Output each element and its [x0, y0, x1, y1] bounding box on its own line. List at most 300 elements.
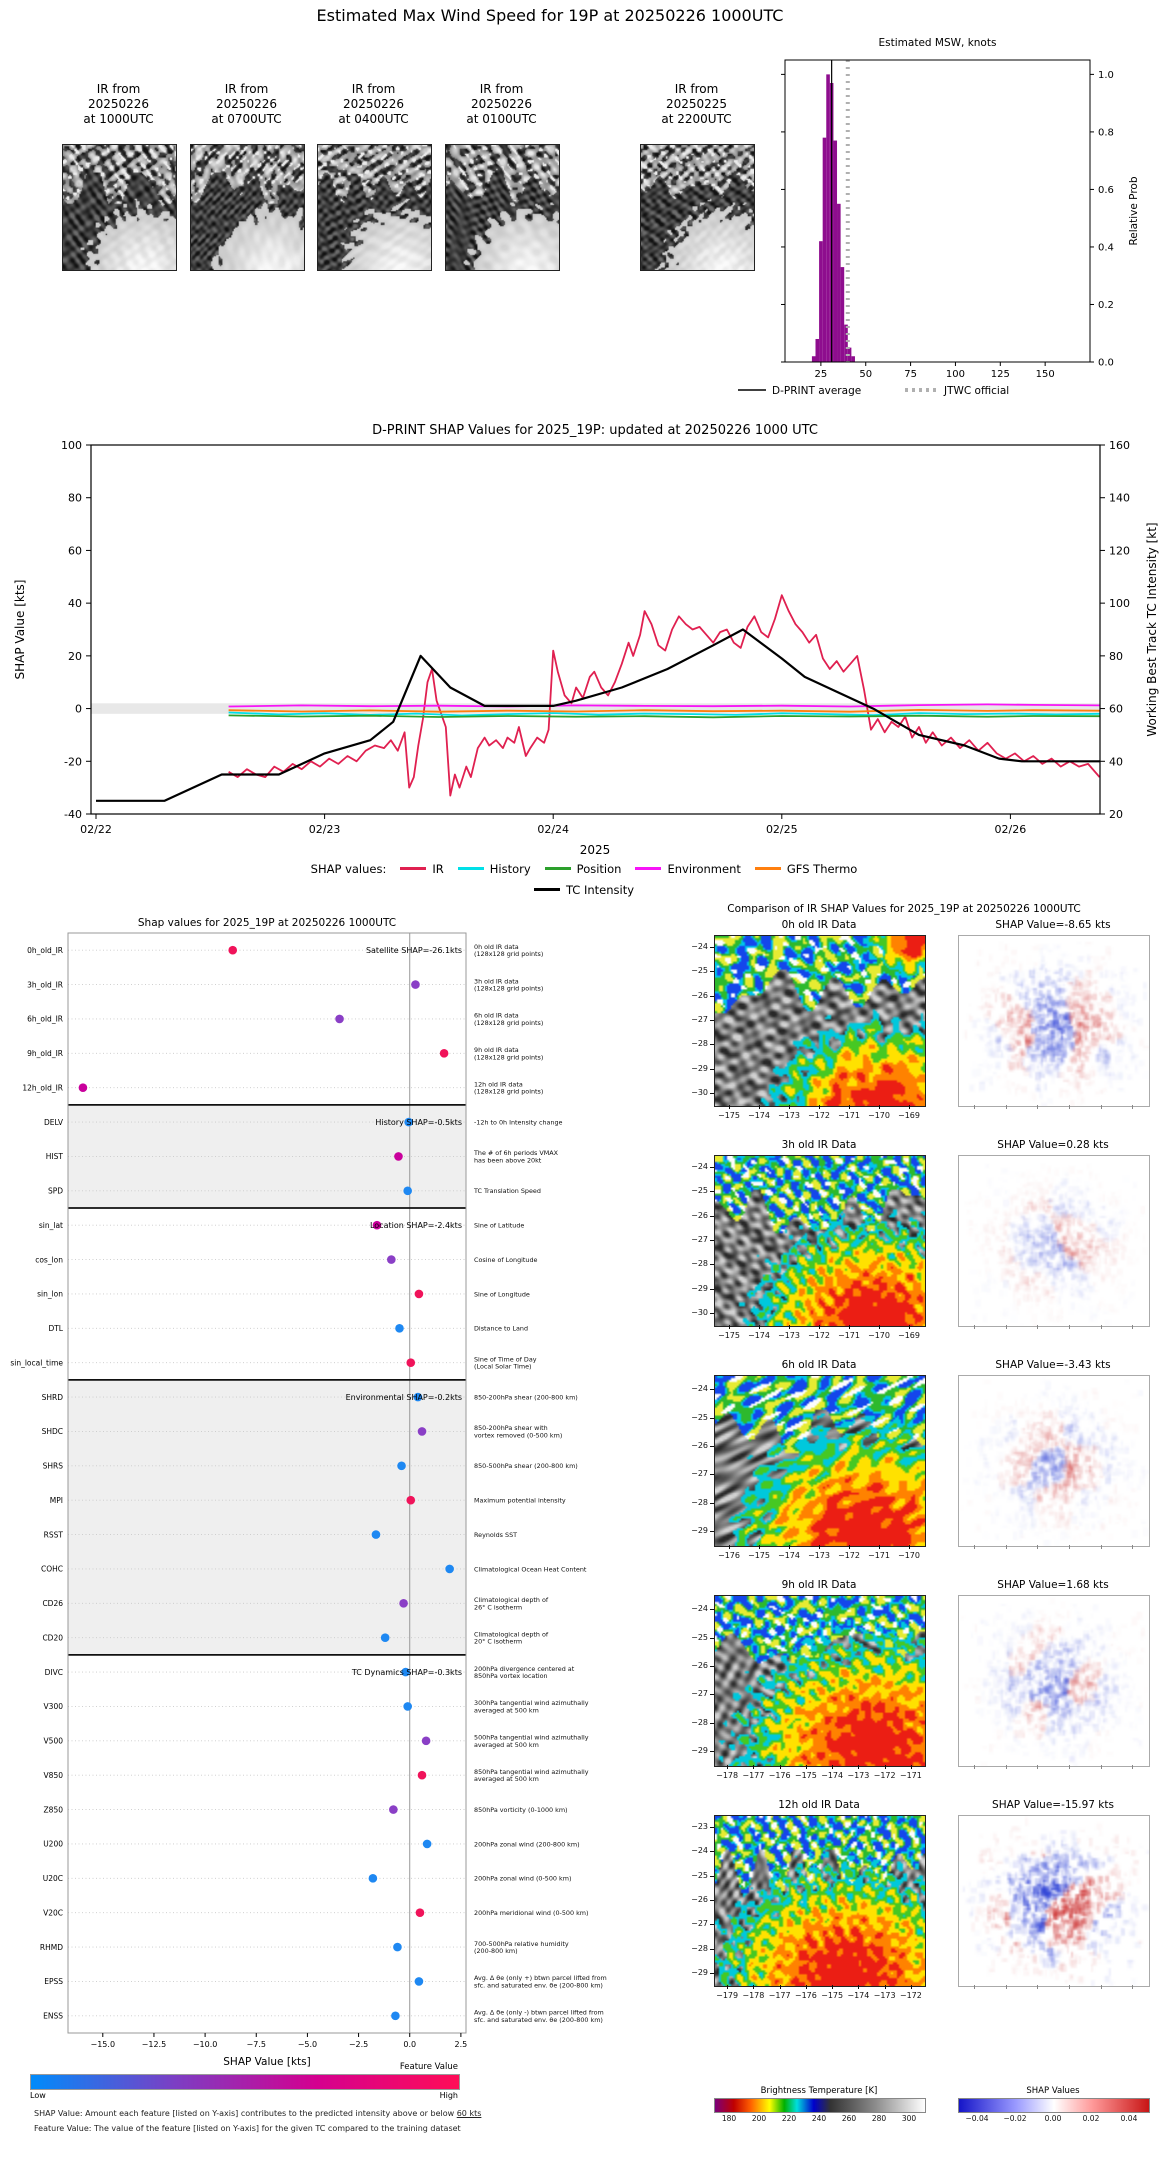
left-tick-label: 100: [61, 439, 82, 452]
legend-label-average: D-PRINT average: [772, 385, 862, 397]
map-x-tick: [909, 1105, 910, 1109]
ir-map: [714, 1595, 926, 1767]
map-x-tick: [909, 1545, 910, 1549]
left-tick-label: 80: [68, 491, 82, 505]
map-x-tick: [832, 1985, 833, 1989]
y-tick-label: 0.2: [1098, 299, 1114, 311]
feature-label: V300: [43, 1702, 63, 1712]
description-line: has been above 20kt: [474, 1156, 542, 1165]
map-x-tick: [858, 1765, 859, 1769]
x-tick-label: 25: [814, 369, 828, 380]
ir-map-title: 6h old IR Data: [781, 1359, 857, 1371]
description-line: averaged at 500 km: [474, 1706, 539, 1715]
map-x-tick-label: −173: [778, 1111, 800, 1120]
map-y-tick-label: −29: [691, 1063, 708, 1073]
caption-line: at 0400UTC: [338, 112, 409, 126]
feature-label: V500: [43, 1736, 63, 1746]
map-y-tick-label: −24: [691, 1162, 708, 1172]
map-x-tick: [729, 1105, 730, 1109]
map-x-tick-label: −179: [716, 1991, 739, 2000]
map-x-tick-label: −176: [768, 1771, 791, 1780]
shap-x-tick: [1132, 1765, 1133, 1769]
map-y-tick: [710, 1531, 714, 1532]
shap-x-tick: [1006, 1765, 1007, 1769]
x-tick-label: 02/24: [537, 823, 570, 836]
shap-x-tick: [1069, 1545, 1070, 1549]
map-x-tick-label: −169: [898, 1331, 920, 1340]
x-tick-label: 125: [990, 369, 1010, 380]
map-y-tick-label: −28: [691, 1259, 708, 1269]
x-tick-label: 100: [945, 369, 965, 380]
feature-label: SHDC: [41, 1427, 63, 1437]
page-title: Estimated Max Wind Speed for 19P at 20250226 1000UTC: [316, 6, 784, 25]
map-y-tick-label: −24: [691, 1604, 708, 1614]
shap-tick-label: 0.02: [1082, 2114, 1100, 2123]
map-y-tick-label: −27: [691, 1469, 708, 1479]
description-line: 850-200hPa shear with: [474, 1424, 548, 1433]
map-y-tick: [710, 971, 714, 972]
feature-label: 3h_old_IR: [27, 980, 63, 990]
caption-line: 20250226: [470, 97, 533, 111]
shap-x-tick: [1006, 1545, 1007, 1549]
map-x-tick-label: −172: [808, 1111, 830, 1120]
map-x-tick-label: −170: [868, 1331, 890, 1340]
map-y-tick: [710, 1389, 714, 1390]
map-y-tick: [710, 947, 714, 948]
description-line: (128x128 grid points): [474, 1018, 544, 1027]
caption-line: 20250225: [665, 97, 728, 111]
feature-label: SHRS: [42, 1461, 63, 1471]
map-x-tick-label: −178: [716, 1771, 739, 1780]
map-x-tick-label: −173: [778, 1331, 800, 1340]
x-tick-label: 75: [904, 369, 917, 380]
legend-prefix: SHAP values:: [310, 861, 387, 876]
map-x-tick: [819, 1325, 820, 1329]
map-y-tick: [710, 1474, 714, 1475]
map-y-tick: [710, 1093, 714, 1094]
description-line: 850-500hPa shear (200-800 km): [474, 1462, 578, 1471]
map-y-tick: [710, 1949, 714, 1950]
shap-x-tick: [1132, 1105, 1133, 1109]
right-tick-label: 140: [1109, 491, 1130, 505]
description-line: 850hPa vorticity (0-1000 km): [474, 1805, 568, 1814]
ir-map: [714, 1815, 926, 1987]
map-y-tick: [710, 1216, 714, 1217]
map-x-tick-label: −172: [873, 1771, 896, 1780]
section-annotation: History SHAP=-0.5kts: [375, 1117, 462, 1127]
feature-label: DTL: [48, 1324, 63, 1334]
map-x-tick: [849, 1325, 850, 1329]
description-line: Climatological depth of: [474, 1596, 549, 1605]
map-y-tick-label: −27: [691, 1919, 708, 1929]
feature-label: 0h_old_IR: [27, 945, 63, 955]
feature-label: COHC: [40, 1564, 63, 1574]
map-x-tick-label: −171: [838, 1331, 860, 1340]
feature-label: sin_local_time: [10, 1358, 63, 1368]
map-x-tick: [911, 1985, 912, 1989]
feature-label: 6h_old_IR: [27, 1014, 63, 1024]
map-x-tick-label: −176: [794, 1991, 817, 2000]
description-line: 12h old IR data: [474, 1080, 523, 1089]
map-y-tick: [710, 1167, 714, 1168]
feature-label: RHMD: [39, 1942, 63, 1952]
map-x-tick-label: −174: [748, 1111, 770, 1120]
x-tick-label: 02/25: [765, 823, 798, 836]
shap-x-tick: [1006, 1325, 1007, 1329]
feature-label: U20C: [42, 1874, 63, 1884]
map-y-tick-label: −30: [691, 1087, 708, 1097]
map-x-tick: [849, 1545, 850, 1549]
section-annotation: Environmental SHAP=-0.2kts: [345, 1392, 462, 1402]
caption-line: at 0700UTC: [211, 112, 282, 126]
description-line: 700-500hPa relative humidity: [474, 1939, 569, 1948]
shap-x-tick: [974, 1545, 975, 1549]
left-tick-label: -20: [64, 755, 82, 769]
map-x-tick: [753, 1765, 754, 1769]
brightness-tick-label: 220: [781, 2114, 797, 2123]
map-y-tick-label: −29: [691, 1745, 708, 1755]
map-y-tick-label: −26: [691, 1440, 708, 1450]
feature-label: CD26: [42, 1599, 63, 1609]
map-x-tick: [759, 1105, 760, 1109]
brightness-tick-label: 200: [751, 2114, 767, 2123]
shap-x-tick: [1069, 1325, 1070, 1329]
shap-x-tick: [1006, 1105, 1007, 1109]
left-tick-label: 0: [75, 702, 82, 716]
map-x-tick: [858, 1985, 859, 1989]
map-y-tick-label: −26: [691, 990, 708, 1000]
map-y-tick-label: −24: [691, 1384, 708, 1394]
description-line: 850-200hPa shear (200-800 km): [474, 1393, 578, 1402]
map-y-tick-label: −25: [691, 1186, 708, 1196]
footnote-feature-value: Feature Value: The value of the feature [listed on Y-axis] for the given TC compared to the training dataset: [34, 2124, 461, 2133]
shap-x-tick: [1037, 1765, 1038, 1769]
x-tick-label: 2.5: [454, 2040, 468, 2049]
map-x-tick: [759, 1545, 760, 1549]
map-y-tick-label: −30: [691, 1307, 708, 1317]
section-annotation: TC Dynamics SHAP=-0.3kts: [351, 1667, 462, 1677]
ir-map-title: 0h old IR Data: [781, 919, 857, 931]
map-x-tick: [727, 1765, 728, 1769]
caption-line: IR from: [96, 82, 141, 96]
map-y-tick-label: −28: [691, 1717, 708, 1727]
description-line: 850hPa vortex location: [474, 1672, 548, 1681]
map-x-tick-label: −171: [838, 1111, 860, 1120]
feature-label: ENSS: [43, 2011, 63, 2021]
feature-value-colorbar-title: Feature Value: [399, 2062, 458, 2072]
feature-label: CD20: [42, 1633, 63, 1643]
map-y-tick-label: −28: [691, 1039, 708, 1049]
map-y-tick: [710, 1900, 714, 1901]
description-line: sfc. and saturated env. θe (200-800 km): [474, 2015, 603, 2024]
map-y-tick-label: −27: [691, 1015, 708, 1024]
map-x-tick-label: −174: [821, 1771, 844, 1780]
caption-line: 20250226: [342, 97, 405, 111]
map-x-tick: [753, 1985, 754, 1989]
caption-line: IR from: [479, 82, 524, 96]
description-line: Climatological depth of: [474, 1630, 549, 1639]
shap-x-tick: [1101, 1545, 1102, 1549]
description-line: 200hPa zonal wind (200-800 km): [474, 1840, 580, 1849]
histogram-ylabel: Relative Prob: [1128, 176, 1140, 246]
legend-label: IR: [432, 861, 444, 876]
map-y-tick: [710, 1609, 714, 1610]
shap-x-tick: [1037, 1325, 1038, 1329]
map-x-tick: [729, 1545, 730, 1549]
map-x-tick-label: −176: [718, 1551, 740, 1560]
ir-map-title: 12h old IR Data: [778, 1799, 860, 1811]
feature-label: sin_lat: [38, 1220, 63, 1230]
description-line: (200-800 km): [474, 1947, 518, 1956]
shap-map-title: SHAP Value=-3.43 kts: [995, 1359, 1111, 1371]
feature-value-high-label: High: [439, 2091, 458, 2100]
description-line: (Local Solar Time): [474, 1362, 532, 1371]
shap-x-tick: [974, 1765, 975, 1769]
description-line: (128x128 grid points): [474, 950, 544, 959]
x-tick-label: −12.5: [141, 2040, 167, 2049]
shap-tick-label: 0.04: [1120, 2114, 1138, 2123]
y-tick-label: 0.4: [1098, 242, 1114, 254]
ir-map: [714, 1155, 926, 1327]
description-line: (128x128 grid points): [474, 1087, 544, 1096]
feature-label: 12h_old_IR: [22, 1083, 63, 1093]
feature-label: sin_lon: [37, 1289, 63, 1299]
caption-line: IR from: [351, 82, 396, 96]
description-line: Maximum potential intensity: [474, 1496, 566, 1505]
map-x-tick: [819, 1105, 820, 1109]
map-x-tick: [909, 1325, 910, 1329]
comparison-title: Comparison of IR SHAP Values for 2025_19P at 20250226 1000UTC: [727, 903, 1081, 915]
map-y-tick: [710, 1638, 714, 1639]
feature-label: Z850: [43, 1805, 63, 1815]
feature-label: V20C: [43, 1908, 63, 1918]
map-y-tick: [710, 1851, 714, 1852]
map-y-tick: [710, 1827, 714, 1828]
map-x-tick-label: −174: [847, 1991, 870, 2000]
map-y-tick-label: −27: [691, 1689, 708, 1699]
description-line: Reynolds SST: [474, 1530, 518, 1539]
map-x-tick: [879, 1545, 880, 1549]
caption-line: IR from: [674, 82, 719, 96]
right-tick-label: 60: [1109, 702, 1123, 716]
y-tick-label: 0.6: [1098, 184, 1114, 196]
shap-colorbar: [958, 2098, 1150, 2113]
feature-label: RSST: [43, 1530, 63, 1540]
dotplot-xlabel: SHAP Value [kts]: [223, 2056, 311, 2068]
shap-tick-label: 0.00: [1044, 2114, 1062, 2123]
x-tick-label: 02/26: [994, 823, 1027, 836]
section-annotation: Location SHAP=-2.4kts: [369, 1220, 462, 1230]
map-y-tick-label: −28: [691, 1943, 708, 1953]
shap-map: [958, 1815, 1150, 1987]
right-tick-label: 120: [1109, 544, 1130, 558]
description-line: Distance to Land: [474, 1324, 529, 1333]
map-y-tick: [710, 1723, 714, 1724]
shap-x-tick: [1006, 1985, 1007, 1989]
map-y-tick: [710, 1289, 714, 1290]
feature-label: DELV: [44, 1117, 63, 1127]
map-x-tick-label: −172: [808, 1331, 830, 1340]
map-x-tick-label: −171: [899, 1771, 922, 1780]
shap-colorbar-title: SHAP Values: [1026, 2086, 1080, 2096]
map-y-tick: [710, 1044, 714, 1045]
map-y-tick-label: −25: [691, 966, 708, 976]
y-tick-label: 1.0: [1098, 69, 1114, 81]
description-line: Sine of Longitude: [474, 1290, 530, 1299]
map-x-tick: [729, 1325, 730, 1329]
map-y-tick-label: −24: [691, 1846, 708, 1856]
timeseries-ylabel-right: Working Best Track TC Intensity [kt]: [1145, 522, 1159, 737]
map-y-tick: [710, 1313, 714, 1314]
histogram-title: Estimated MSW, knots: [878, 37, 997, 49]
timeseries-xlabel: 2025: [579, 843, 611, 857]
right-tick-label: 80: [1109, 649, 1123, 663]
description-line: 300hPa tangential wind azimuthally: [474, 1699, 589, 1708]
legend-label: GFS Thermo: [786, 861, 858, 876]
description-line: Sine of Time of Day: [474, 1355, 537, 1364]
map-y-tick-label: −29: [691, 1525, 708, 1535]
section-annotation: Satellite SHAP=-26.1kts: [365, 945, 462, 955]
map-y-tick: [710, 1751, 714, 1752]
feature-label: MPI: [49, 1495, 63, 1505]
right-tick-label: 20: [1109, 808, 1123, 821]
map-y-tick: [710, 996, 714, 997]
shap-map: [958, 1155, 1150, 1327]
description-line: vortex removed (0-500 km): [474, 1431, 563, 1440]
description-line: TC Translation Speed: [474, 1187, 541, 1196]
description-line: 26° C isotherm: [474, 1603, 523, 1612]
x-tick-label: −2.5: [348, 2040, 369, 2049]
feature-label: EPSS: [44, 1977, 63, 1987]
x-tick-label: 02/23: [308, 823, 341, 836]
map-x-tick: [879, 1325, 880, 1329]
shap-x-tick: [1069, 1985, 1070, 1989]
map-x-tick: [789, 1105, 790, 1109]
map-x-tick: [806, 1765, 807, 1769]
map-x-tick-label: −177: [768, 1991, 791, 2000]
map-x-tick-label: −173: [808, 1551, 830, 1560]
x-tick-label: −10.0: [192, 2040, 218, 2049]
shap-map: [958, 935, 1150, 1107]
shap-map-title: SHAP Value=1.68 kts: [997, 1579, 1109, 1591]
description-line: 500hPa tangential wind azimuthally: [474, 1733, 589, 1742]
feature-label: U200: [43, 1839, 63, 1849]
map-x-tick: [819, 1545, 820, 1549]
map-x-tick: [806, 1985, 807, 1989]
ir-map-title: 3h old IR Data: [781, 1139, 857, 1151]
map-x-tick: [780, 1765, 781, 1769]
left-tick-label: 40: [68, 597, 82, 611]
map-x-tick: [879, 1105, 880, 1109]
map-x-tick-label: −175: [718, 1331, 740, 1340]
x-tick-label: 150: [1035, 369, 1055, 380]
map-y-tick: [710, 1069, 714, 1070]
map-y-tick: [710, 1020, 714, 1021]
map-y-tick: [710, 1446, 714, 1447]
ir-map: [714, 1375, 926, 1547]
shap-x-tick: [974, 1325, 975, 1329]
left-tick-label: 60: [68, 544, 82, 558]
brightness-colorbar: [714, 2098, 926, 2113]
map-x-tick-label: −175: [748, 1551, 770, 1560]
map-x-tick: [727, 1985, 728, 1989]
feature-label: 9h_old_IR: [27, 1049, 63, 1059]
feature-value-low-label: Low: [30, 2091, 46, 2100]
map-y-tick-label: −25: [691, 1632, 708, 1642]
map-y-tick: [710, 1876, 714, 1877]
shap-x-tick: [1101, 1985, 1102, 1989]
map-y-tick-label: −26: [691, 1895, 708, 1904]
map-x-tick-label: −169: [898, 1111, 920, 1120]
legend-label-official: JTWC official: [944, 385, 1010, 397]
shap-x-tick: [1101, 1105, 1102, 1109]
map-y-tick: [710, 1418, 714, 1419]
description-line: 6h old IR data: [474, 1011, 519, 1020]
footnote1-underlined: 60 kts: [456, 2109, 482, 2118]
shap-x-tick: [1101, 1765, 1102, 1769]
x-tick-label: −5.0: [297, 2040, 318, 2049]
description-line: averaged at 500 km: [474, 1775, 539, 1784]
description-line: The # of 6h periods VMAX: [474, 1149, 558, 1158]
shap-tick-label: −0.02: [1003, 2114, 1027, 2123]
feature-label: cos_lon: [35, 1255, 63, 1265]
brightness-tick-label: 300: [901, 2114, 917, 2123]
shap-x-tick: [1037, 1105, 1038, 1109]
left-tick-label: 20: [68, 649, 82, 663]
map-y-tick: [710, 1973, 714, 1974]
shap-map: [958, 1375, 1150, 1547]
description-line: (128x128 grid points): [474, 984, 544, 993]
map-y-tick-label: −26: [691, 1660, 708, 1670]
shap-x-tick: [1101, 1325, 1102, 1329]
map-y-tick: [710, 1191, 714, 1192]
feature-label: SPD: [47, 1186, 63, 1196]
shap-x-tick: [1069, 1765, 1070, 1769]
map-y-tick-label: −23: [691, 1822, 708, 1832]
feature-label: V850: [43, 1770, 63, 1780]
x-tick-label: 50: [859, 369, 873, 380]
brightness-tick-label: 260: [841, 2114, 857, 2123]
map-x-tick-label: −173: [847, 1771, 870, 1780]
map-y-tick: [710, 1924, 714, 1925]
x-tick-label: 02/22: [80, 823, 112, 836]
map-x-tick: [849, 1105, 850, 1109]
map-x-tick-label: −173: [873, 1991, 896, 2000]
description-line: 850hPa tangential wind azimuthally: [474, 1767, 589, 1776]
shap-x-tick: [1132, 1325, 1133, 1329]
map-x-tick-label: −177: [742, 1771, 765, 1780]
map-y-tick: [710, 1503, 714, 1504]
description-line: Cosine of Longitude: [474, 1255, 538, 1264]
timeseries-title: D-PRINT SHAP Values for 2025_19P: updated at 20250226 1000 UTC: [372, 423, 818, 438]
map-x-tick-label: −175: [718, 1111, 740, 1120]
map-y-tick-label: −24: [691, 942, 708, 952]
left-tick-label: -40: [64, 808, 82, 821]
shap-x-tick: [1132, 1545, 1133, 1549]
caption-line: at 0100UTC: [466, 112, 537, 126]
legend-label: History: [489, 861, 531, 876]
map-x-tick-label: −174: [778, 1551, 800, 1560]
description-line: Avg. Δ θe (only -) btwn parcel lifted from: [474, 2008, 604, 2017]
x-tick-label: 0.0: [403, 2040, 417, 2049]
description-line: 3h old IR data: [474, 977, 519, 986]
dotplot-title: Shap values for 2025_19P at 20250226 1000UTC: [137, 917, 397, 929]
legend-label: TC Intensity: [565, 882, 635, 897]
map-x-tick: [780, 1985, 781, 1989]
map-x-tick-label: −172: [838, 1551, 860, 1560]
description-line: -12h to 0h Intensity change: [474, 1118, 563, 1127]
map-y-tick-label: −25: [691, 1412, 708, 1422]
